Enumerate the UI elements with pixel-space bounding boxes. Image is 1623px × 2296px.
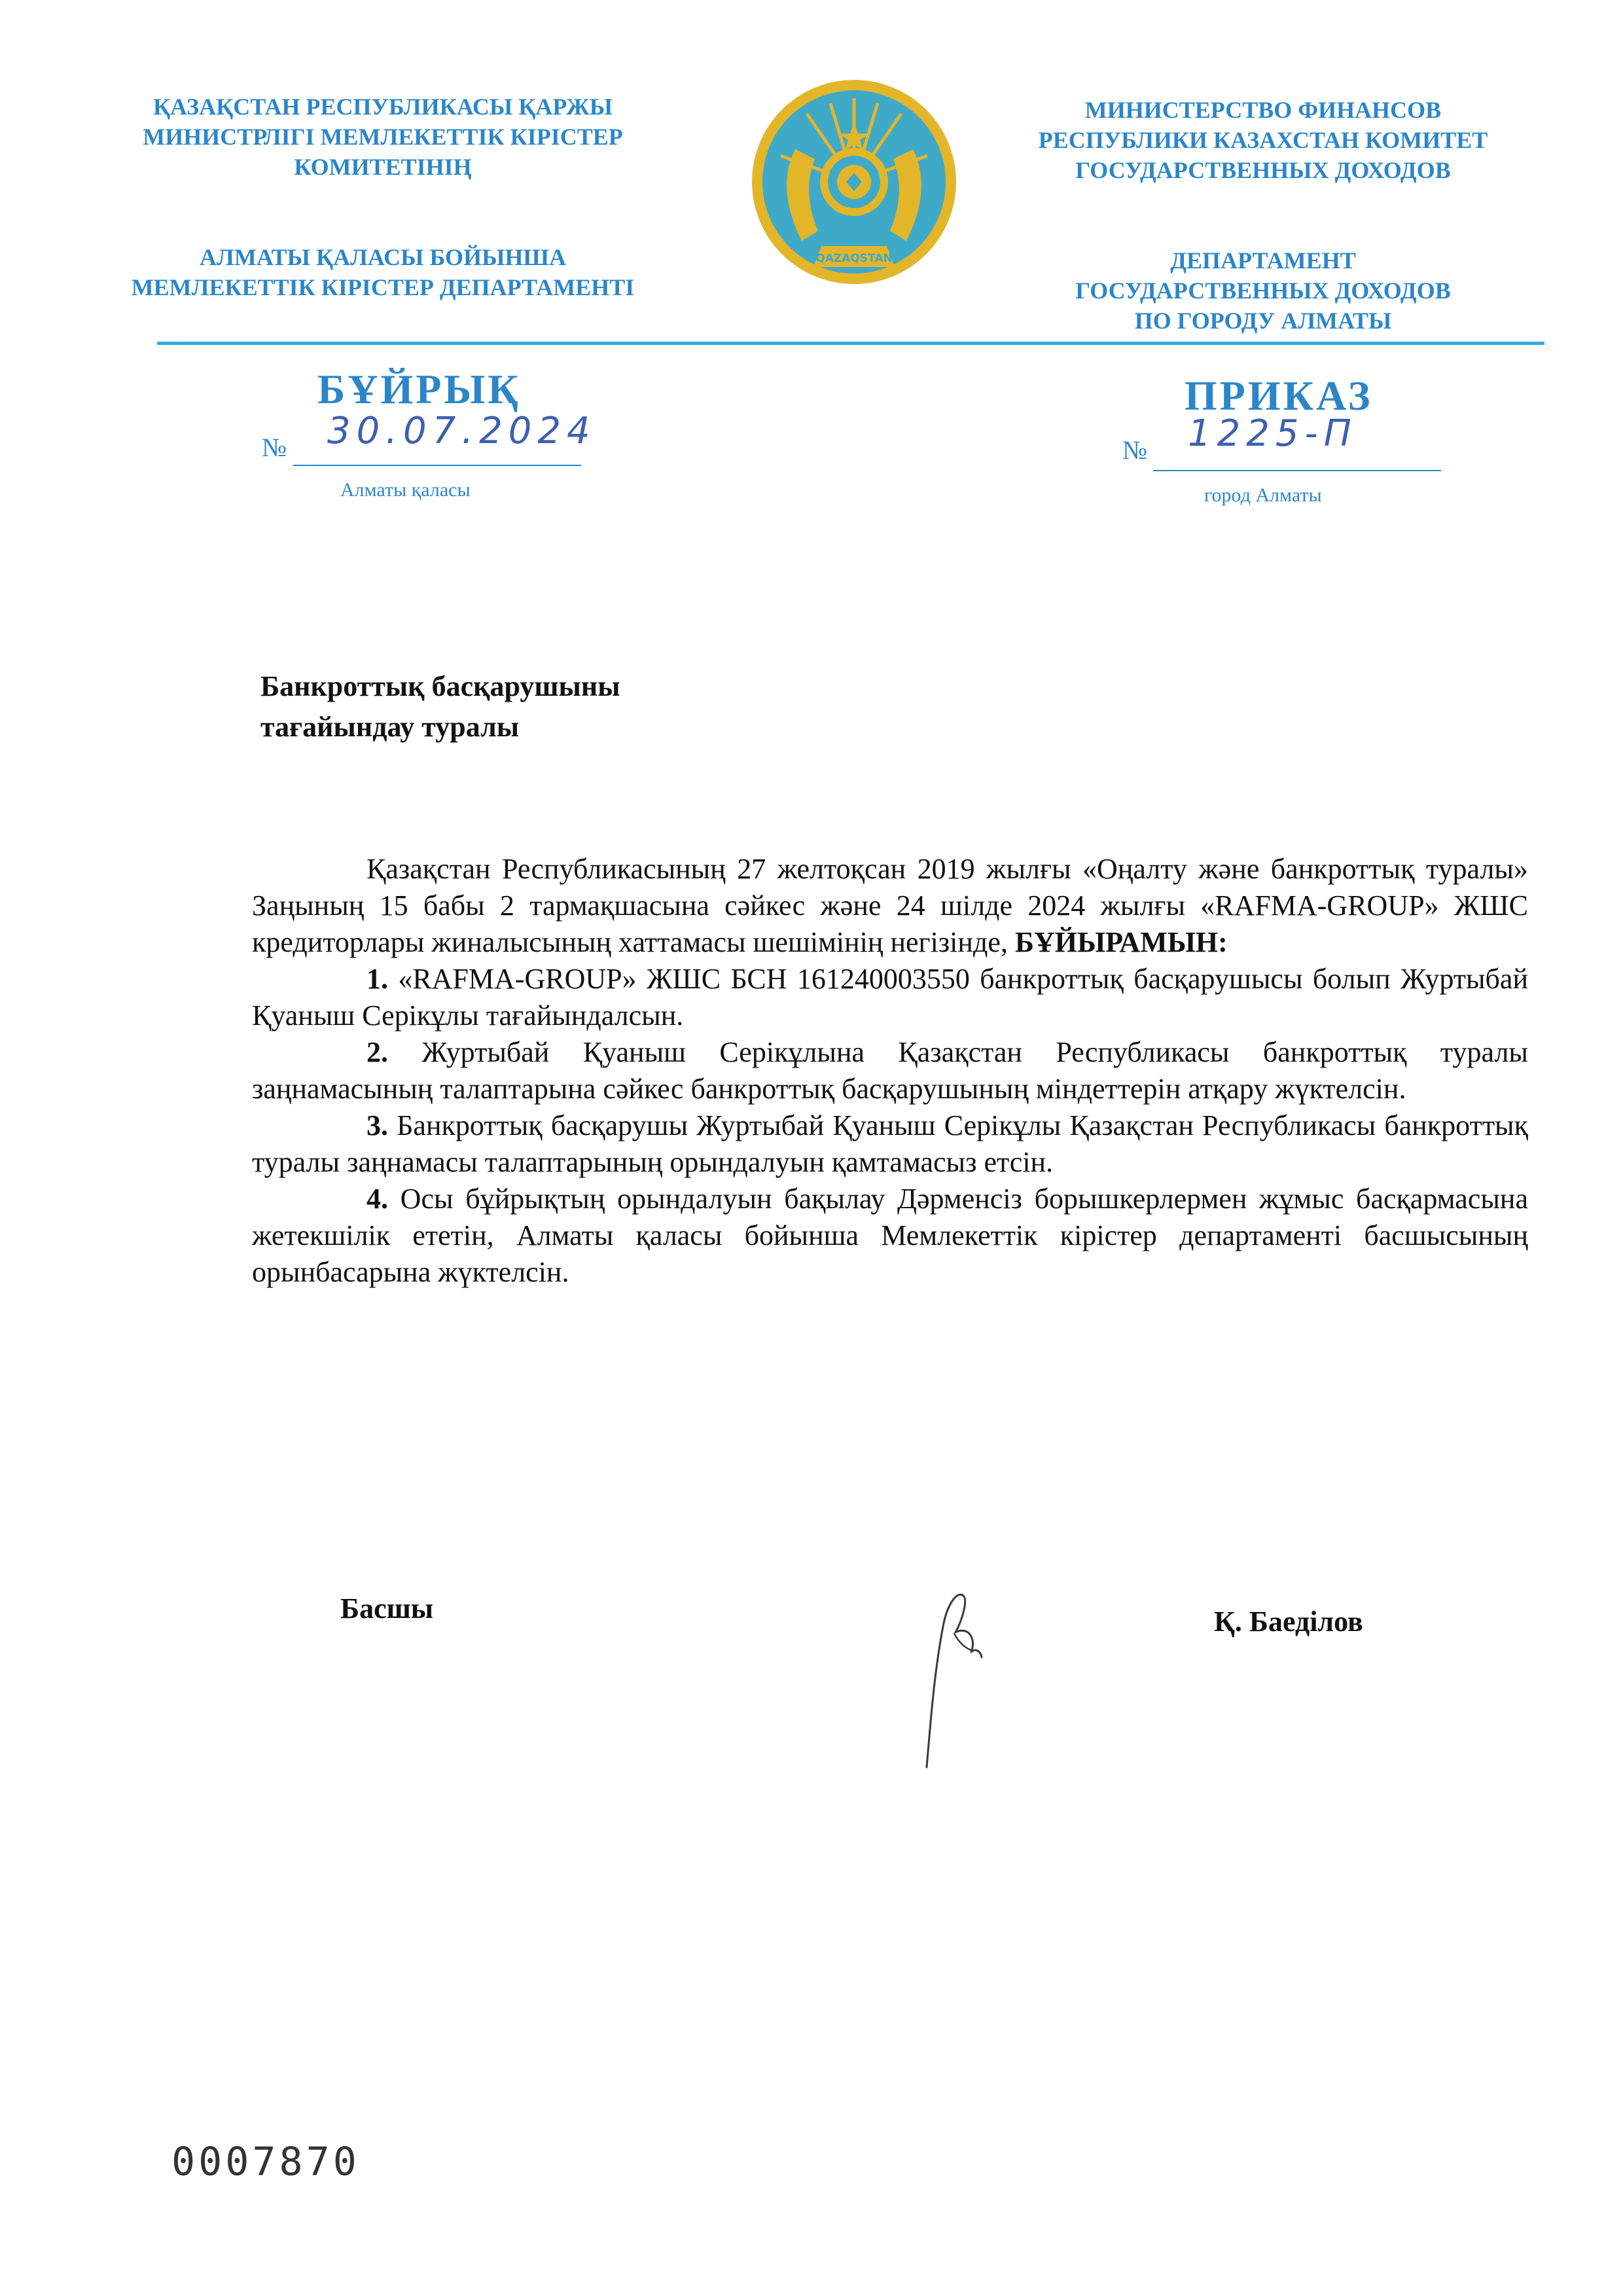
header-ru <box>982 95 1544 336</box>
order-body <box>252 851 1528 1291</box>
item-number: 2. <box>366 1036 388 1068</box>
number-sign-kz: № <box>262 433 287 462</box>
handwritten-order-number: 1225-П <box>1188 412 1357 455</box>
handwritten-signature <box>903 1571 1021 1780</box>
order-verb: БҰЙЫРАМЫН: <box>1014 926 1228 958</box>
item-text: «RAFMA-GROUP» ЖШС БСН 161240003550 банкроттық басқарушысы болып Журтыбай Қуаныш Серікұлы тағайындалсын. <box>252 963 1528 1031</box>
number-underline-ru <box>1153 470 1441 471</box>
order-item <box>252 1034 1528 1107</box>
signer-name: Қ. Баеділов <box>1214 1605 1363 1638</box>
order-title-ru: ПРИКАЗ <box>1185 372 1373 419</box>
city-ru: город Алматы <box>1204 484 1322 506</box>
order-subject <box>260 666 620 747</box>
header-divider <box>157 342 1544 345</box>
header-kz-line: ҚАЗАҚСТАН РЕСПУБЛИКАСЫ ҚАРЖЫ <box>152 94 613 120</box>
emblem-text: QAZAQSTAN <box>815 252 893 265</box>
item-text: Осы бұйрықтың орындалуын бақылау Дәрменсіз борышкерлермен жұмыс басқармасына жетекшілік ететін, Алматы қаласы бойынша Мемлекеттік кірістер департаменті басшысының орынбасарына жүктелсін. <box>252 1183 1528 1288</box>
number-underline-kz <box>293 465 581 466</box>
subject-line: Банкроттық басқарушыны <box>260 670 620 702</box>
signer-role: Басшы <box>340 1592 434 1624</box>
item-number: 1. <box>366 963 388 995</box>
order-title-kz: БҰЙРЫҚ <box>317 366 521 412</box>
header-ru-line: ПО ГОРОДУ АЛМАТЫ <box>1134 308 1392 334</box>
order-item <box>252 961 1528 1034</box>
header-ru-line: ГОСУДАРСТВЕННЫХ ДОХОДОВ <box>1075 278 1451 304</box>
header-kz-line: АЛМАТЫ ҚАЛАСЫ БОЙЫНША <box>200 244 566 270</box>
item-text: Банкроттық басқарушы Журтыбай Қуаныш Серікұлы Қазақстан Республикасы банкроттық туралы заңнамасы талаптарының орындалуын қамтамасыз етсін. <box>252 1109 1528 1178</box>
handwritten-date: 30.07.2024 <box>327 410 596 452</box>
item-number: 3. <box>366 1109 388 1141</box>
header-ru-line: РЕСПУБЛИКИ КАЗАХСТАН КОМИТЕТ <box>1038 127 1488 153</box>
preamble-text: Қазақстан Республикасының 27 желтоқсан 2019 жылғы «Оңалту және банкроттық туралы» Заңының 15 бабы 2 тармақшасына сәйкес және 24 шілде 2024 жылғы «RAFMA-GROUP» ЖШС кредиторлары жиналысының хаттамасы шешімінің негізінде, <box>252 853 1528 958</box>
subject-line: тағайындау туралы <box>260 711 520 743</box>
header-kz-line: КОМИТЕТІНІҢ <box>294 154 472 180</box>
number-sign-ru: № <box>1122 435 1148 465</box>
form-serial-number: 0007870 <box>171 2139 360 2185</box>
header-ru-line: МИНИСТЕРСТВО ФИНАНСОВ <box>1084 97 1442 123</box>
header-kz <box>111 92 654 302</box>
city-kz: Алматы қаласы <box>340 479 471 501</box>
order-item <box>252 1107 1528 1181</box>
header-ru-line: ДЕПАРТАМЕНТ <box>1170 247 1356 274</box>
header-kz-line: МИНИСТРЛІГІ МЕМЛЕКЕТТІК КІРІСТЕР <box>143 124 623 150</box>
item-text: Журтыбай Қуаныш Серікұлына Қазақстан Республикасы банкроттық туралы заңнамасының талаптарына сәйкес банкроттық басқарушының міндеттерін атқару жүктелсін. <box>252 1036 1528 1105</box>
header-kz-line: МЕМЛЕКЕТТІК КІРІСТЕР ДЕПАРТАМЕНТІ <box>131 274 635 300</box>
order-item <box>252 1181 1528 1291</box>
item-number: 4. <box>366 1183 388 1215</box>
header-ru-line: ГОСУДАРСТВЕННЫХ ДОХОДОВ <box>1075 157 1451 183</box>
state-emblem-icon <box>749 77 959 287</box>
preamble-paragraph <box>252 851 1528 961</box>
